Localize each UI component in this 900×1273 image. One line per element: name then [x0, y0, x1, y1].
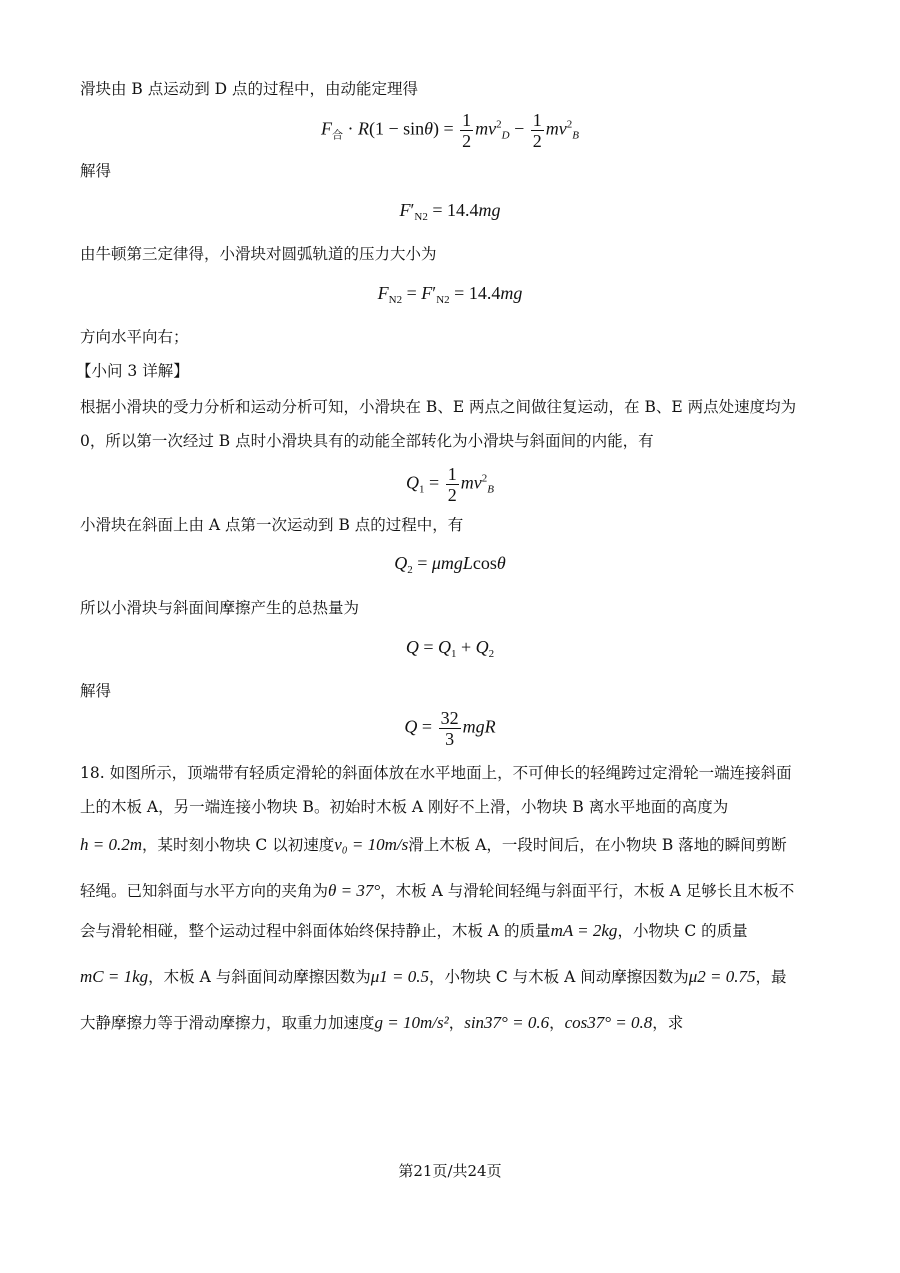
equation-kinetic-energy: $F_合 \cdot R(1 - \sin\theta)$ = $\frac{1}{2}$ $mv^2_D$ − $\frac{1}{2}$ $mv^2_B$: [321, 110, 579, 151]
equation-q2: $Q_2 = \mu mgLcos\theta$: [394, 553, 506, 576]
problem-18-line-7: 大静摩擦力等于滑动摩擦力，取重力加速度g = 10m/s²，sin37° = 0.6，cos37° = 0.8，求: [80, 1013, 684, 1032]
gravity-value: g = 10m/s²: [374, 1013, 449, 1032]
problem-18-line-2: 上的木板 A，另一端连接小物块 B。初始时木板 A 刚好不上滑，小物块 B 离水平地面的高度为: [80, 798, 729, 816]
problem-18-line-5: 会与滑轮相碰，整个运动过程中斜面体始终保持静止，木板 A 的质量mA = 2kg，小物块 C 的质量: [80, 921, 748, 940]
problem-18-line-4: 轻绳。已知斜面与水平方向的夹角为θ = 37°，木板 A 与滑轮间轻绳与斜面平行，木板 A 足够长且木板不: [80, 881, 795, 900]
problem-18-line-6: mC = 1kg，木板 A 与斜面间动摩擦因数为μ1 = 0.5，小物块 C 与木板 A 间动摩擦因数为μ2 = 0.75，最: [80, 967, 787, 986]
text-line: 小滑块在斜面上由 A 点第一次运动到 B 点的过程中，有: [80, 516, 464, 534]
mass-a-value: mA = 2kg: [550, 921, 618, 940]
text-line: 解得: [80, 682, 112, 700]
text-line: 解得: [80, 162, 112, 180]
text-line: 所以小滑块与斜面间摩擦产生的总热量为: [80, 599, 360, 617]
sin37-value: sin37° = 0.6: [464, 1013, 550, 1032]
text-line: 0，所以第一次经过 B 点时小滑块具有的动能全部转化为小滑块与斜面间的内能，有: [80, 432, 654, 450]
text-line: 滑块由 B 点运动到 D 点的过程中，由动能定理得: [80, 80, 419, 98]
angle-value: θ = 37°: [328, 881, 381, 900]
equation-q1: $Q_1$ = $\frac{1}{2}$ $mv^2_B$: [406, 464, 494, 505]
equation-q-result: Q = $\frac{32}{3}$ mgR: [404, 708, 496, 749]
section-heading: 【小问 3 详解】: [76, 362, 189, 380]
initial-velocity-value: v₀ = 10m/s: [334, 835, 409, 854]
equation-pressure: $F_{N2} = F'_{N2} = 14.4mg$: [377, 283, 523, 306]
text-line: 根据小滑块的受力分析和运动分析可知，小滑块在 B、E 两点之间做往复运动，在 B、E 两点处速度均为: [80, 398, 797, 416]
mu1-value: μ1 = 0.5: [370, 967, 429, 986]
problem-18-line-1: 18. 如图所示，顶端带有轻质定滑轮的斜面体放在水平地面上，不可伸长的轻绳跨过定滑轮一端连接斜面: [80, 764, 792, 782]
equation-normal-force: $F'_{N2} = 14.4mg$: [399, 200, 501, 223]
mass-c-value: mC = 1kg: [80, 967, 149, 986]
text-line: 方向水平向右；: [80, 328, 189, 346]
height-value: h = 0.2m: [80, 835, 142, 854]
problem-18-line-3: h = 0.2m，某时刻小物块 C 以初速度v₀ = 10m/s滑上木板 A，一段时间后，在小物块 B 落地的瞬间剪断: [80, 835, 787, 854]
text-line: 由牛顿第三定律得，小滑块对圆弧轨道的压力大小为: [80, 245, 437, 263]
page-number: 第21页/共24页: [398, 1162, 502, 1180]
equation-q-total: $Q = Q_1 + Q_2$: [405, 637, 495, 660]
mu2-value: μ2 = 0.75: [688, 967, 756, 986]
cos37-value: cos37° = 0.8: [564, 1013, 653, 1032]
